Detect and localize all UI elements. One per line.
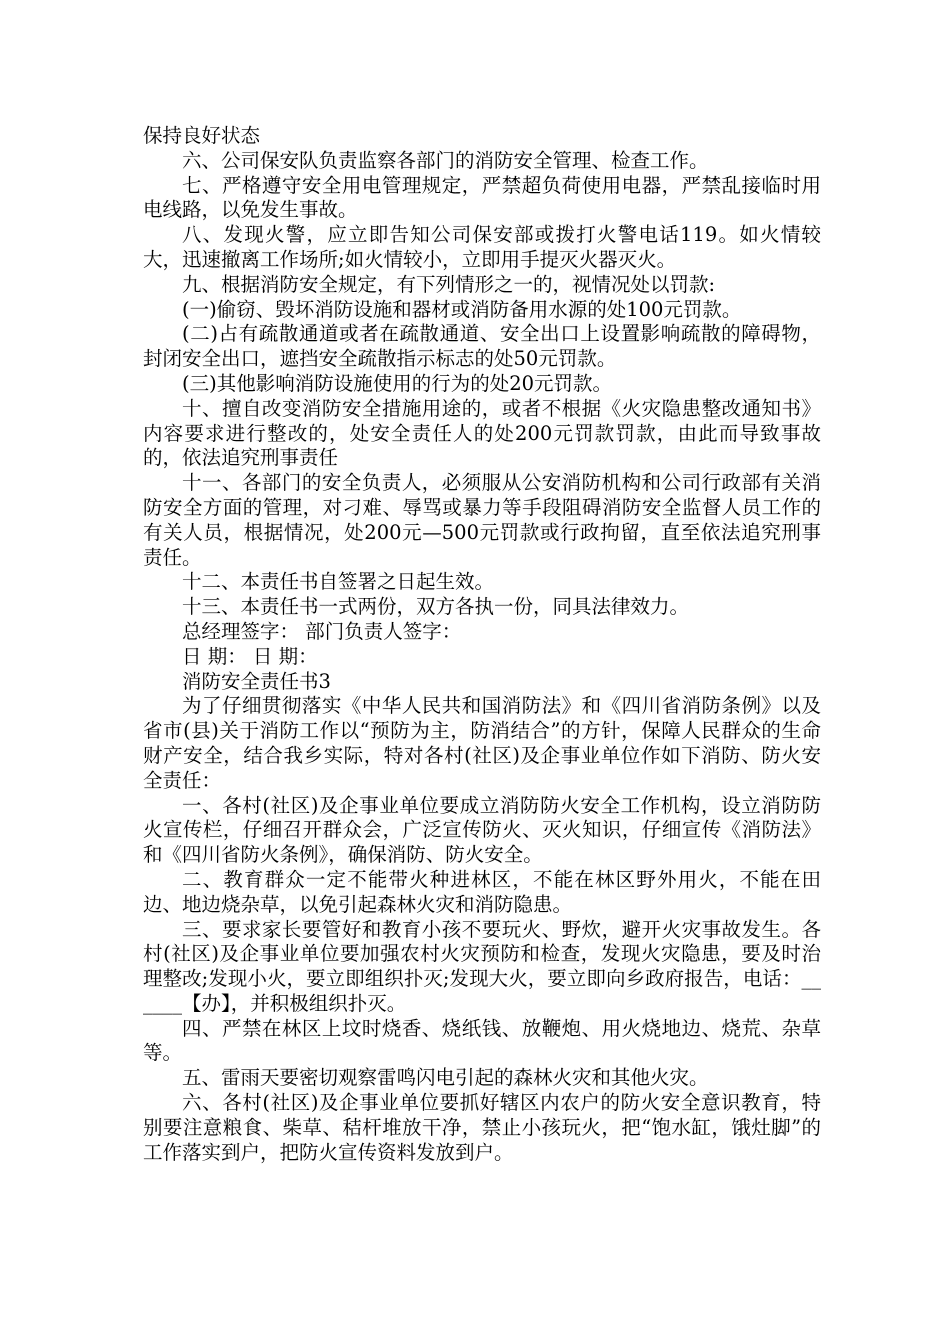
signature-line: 总经理签字： 部门负责人签字：: [182, 619, 462, 643]
paragraph-6: (二)占有疏散通道或者在疏散通道、安全出口上设置影响疏散的障碍物，封闭安全出口，遮挡安全疏散指示标志的处50元罚款。: [143, 322, 821, 371]
paragraph-1: 六、公司保安队负责监察各部门的消防安全管理、检查工作。: [182, 148, 709, 172]
paragraph-15: 为了仔细贯彻落实《中华人民共和国消防法》和《四川省消防条例》以及省市(县)关于消防工作以“预防为主，防消结合”的方针，保障人民群众的生命财产安全，结合我乡实际，特对各村(社区)及企事业单位作如下消防、防火安全责任：: [143, 694, 821, 792]
paragraph-8: 十、擅自改变消防安全措施用途的，或者不根据《火灾隐患整改通知书》内容要求进行整改的，处安全责任人的处200元罚款罚款，由此而导致事故的，依法追究刑事责任: [143, 396, 821, 470]
paragraph-7: (三)其他影响消防设施使用的行为的处20元罚款。: [182, 371, 613, 395]
paragraph-16: 一、各村(社区)及企事业单位要成立消防防火安全工作机构，设立消防防火宣传栏，仔细召开群众会，广泛宣传防火、灭火知识，仔细宣传《消防法》和《四川省防火条例》，确保消防、防火安全。: [143, 793, 821, 867]
paragraph-5: (一)偷窃、毁坏消防设施和器材或消防备用水源的处100元罚款。: [182, 297, 742, 321]
paragraph-19: 四、严禁在林区上坟时烧香、烧纸钱、放鞭炮、用火烧地边、烧荒、杂草等。: [143, 1016, 821, 1065]
document-page: [143, 124, 821, 1165]
paragraph-10: 十二、本责任书自签署之日起生效。: [182, 570, 495, 594]
paragraph-4: 九、根据消防安全规定，有下列情形之一的，视情况处以罚款:: [182, 272, 716, 296]
paragraph-9: 十一、各部门的安全负责人，必须服从公安消防机构和公司行政部有关消防安全方面的管理，对刁难、辱骂或暴力等手段阻碍消防安全监督人员工作的有关人员，根据情况，处200元—500元罚款或行政拘留，直至依法追究刑事责任。: [143, 471, 821, 569]
paragraph-3: 八、发现火警，应立即告知公司保安部或拨打火警电话119。如火情较大，迅速撤离工作场所;如火情较小，立即用手提灭火器灭火。: [143, 223, 821, 271]
paragraph-2: 七、严格遵守安全用电管理规定，严禁超负荷使用电器，严禁乱接临时用电线路，以免发生事故。: [143, 173, 821, 222]
paragraph-17: 二、教育群众一定不能带火种进林区，不能在林区野外用火，不能在田边、地边烧杂草，以免引起森林火灾和消防隐患。: [143, 867, 821, 916]
date-line: 日 期： 日 期：: [182, 644, 318, 668]
paragraph-11: 十三、本责任书一式两份，双方各执一份，同具法律效力。: [182, 595, 690, 619]
paragraph-0: 保持良好状态: [143, 124, 261, 147]
paragraph-18: 三、要求家长要管好和教育小孩不要玩火、野炊，避开火灾事故发生。各村(社区)及企事业单位要加强农村火灾预防和检查，发现火灾隐患，要及时治理整改;发现小火，要立即组织扑灭;发现大火，要立即向乡政府报告，电话：______【办】，并积极组织扑灭。: [143, 917, 821, 1015]
section-title: 消防安全责任书3: [182, 669, 331, 693]
paragraph-20: 五、雷雨天要密切观察雷鸣闪电引起的森林火灾和其他火灾。: [182, 1066, 709, 1090]
paragraph-21: 六、各村(社区)及企事业单位要抓好辖区内农户的防火安全意识教育，特别要注意粮食、柴草、秸杆堆放干净，禁止小孩玩火，把“饱水缸，饿灶脚”的工作落实到户，把防火宣传资料发放到户。: [143, 1091, 821, 1164]
